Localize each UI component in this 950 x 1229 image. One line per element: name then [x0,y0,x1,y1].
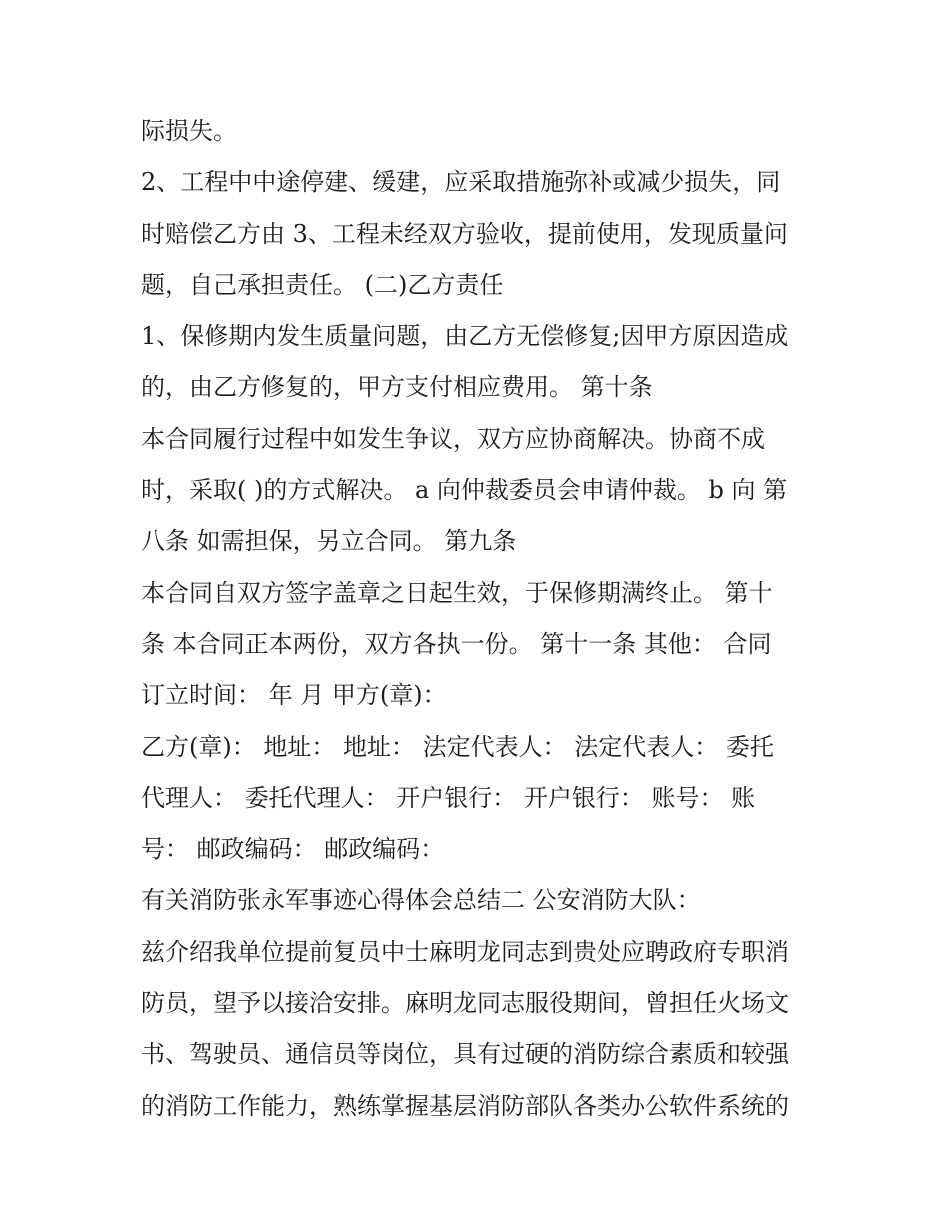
text-line: 条 本合同正本两份，双方各执一份。 第十一条 其他： 合同 [141,629,772,658]
document-body [141,106,821,1132]
text-line: 号： 邮政编码： 邮政编码： [141,835,445,864]
text-line: 时，采取( )的方式解决。 a 向仲裁委员会申请仲裁。 b 向 第 [141,476,788,505]
text-line: 书、驾驶员、通信员等岗位，具有过硬的消防综合素质和较强 [141,1040,789,1069]
text-line: 乙方(章)： 地址： 地址： 法定代表人： 法定代表人： 委托 [141,732,774,761]
text-line: 1、保修期内发生质量问题，由乙方无偿修复;因甲方原因造成 [141,322,789,351]
text-line: 兹介绍我单位提前复员中士麻明龙同志到贵处应聘政府专职消 [141,937,789,966]
text-line: 防员，望予以接洽安排。麻明龙同志服役期间，曾担任火场文 [141,989,789,1018]
text-line: 代理人： 委托代理人： 开户银行： 开户银行： 账号： 账 [141,783,756,812]
text-line: 题，自己承担责任。 (二)乙方责任 [141,270,504,299]
text-line: 2、工程中中途停建、缓建，应采取措施弥补或减少损失，同 [141,168,781,197]
text-line: 本合同履行过程中如发生争议，双方应协商解决。协商不成 [141,424,765,453]
text-line: 时赔偿乙方由 3、工程未经双方验收，提前使用，发现质量问 [141,219,788,248]
text-line: 际损失。 [141,117,237,145]
text-line: 本合同自双方签字盖章之日起生效，于保修期满终止。 第十 [141,578,773,607]
text-line: 的消防工作能力，熟练掌握基层消防部队各类办公软件系统的 [141,1091,789,1120]
text-line: 的，由乙方修复的，甲方支付相应费用。 第十条 [141,373,653,402]
text-line: 订立时间： 年 月 甲方(章)： [141,681,447,710]
text-line: 有关消防张永军事迹心得体会总结二 公安消防大队： [141,886,701,915]
text-line: 八条 如需担保，另立合同。 第九条 [141,527,517,556]
